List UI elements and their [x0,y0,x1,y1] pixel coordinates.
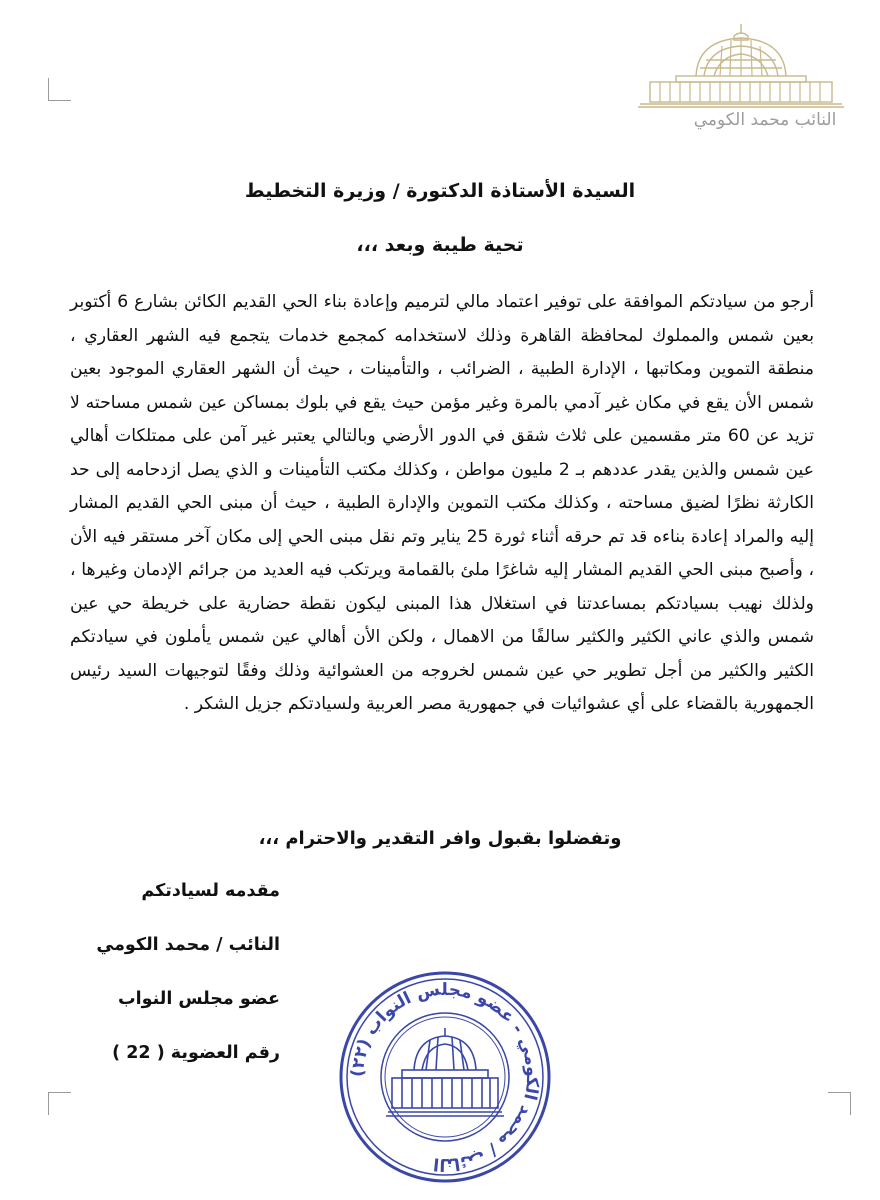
crop-mark-bottom-left [48,1092,71,1115]
header-signature: النائب محمد الكومي [693,110,837,130]
signature-line-presented: مقدمه لسيادتكم [141,881,280,901]
signature-line-title: عضو مجلس النواب [118,989,280,1009]
stamp-ring-text: النائب / محمد الكومي - عضو مجلس النواب (٢٢) [347,979,543,1175]
letter-closing: وتفضلوا بقبول وافر التقدير والاحترام ،،، [258,828,622,849]
letter-addressee: السيدة الأستاذة الدكتورة / وزيرة التخطيط [244,180,636,202]
letter-body: أرجو من سيادتكم الموافقة على توفير اعتماد مالي لترميم وإعادة بناء الحي القديم الكائن بشارع 6 أكتوبر بعين شمس والمملوك لمحافظة القاهرة وذلك لاستخدامه كمجمع خدمات يتجمع فيه الشهر العقاري ، منطقة التموين ومكاتبها ، الإدارة الطبية ، الضرائب ، والتأمينات ، حيث أن الشهر العقاري الموجود بعين شمس الأن يقع في مكان غير آدمي بالمرة وغير مؤمن حيث يقع في بلوك بمساكن عين شمس مساحته لا تزيد عن 60 متر مقسمين على ثلاث شقق في الدور الأرضي وبالتالي يعتبر غير آمن على ممتلكات أهالي عين شمس والذين يقدر عددهم بـ 2 مليون مواطن ، وكذلك مكتب التأمينات و الذي يصل ازدحامه إلى حد الكارثة نظرًا لضيق مساحته ، وكذلك مكتب التموين والإدارة الطبية ، حيث أن مبنى الحي القديم المشار إليه والمراد إعادة بناءه قد تم حرقه أثناء ثورة 25 يناير وتم نقل مبنى الحي إلى مكان آخر مستقر فيه الأن ، وأصبح مبنى الحي القديم المشار إليه شاغرًا ملئ بالقمامة ويرتكب فيه العديد من جرائم الإدمان وغيرها ، ولذلك نهيب بسيادتكم بمساعدتنا في استغلال هذا المبنى ليكون نقطة حضارية على خريطة حي عين شمس والذي عاني الكثير والكثير سالفًا من الاهمال ، ولكن الأن أهالي عين شمس يأملون في سيادتكم الكثير والكثير من أجل تطوير حي عين شمس لخروجه من العشوائية وذلك وفقًا لتوجيهات السيد رئيس الجمهورية بالقضاء على أي عشوائيات في جمهورية مصر العربية ولسيادتكم جزيل الشكر . [70,292,814,714]
signature-line-name: النائب / محمد الكومي [96,935,280,955]
official-stamp [334,966,556,1188]
signature-line-membership: رقم العضوية ( 22 ) [112,1043,280,1063]
crop-mark-bottom-right [828,1092,851,1115]
crop-mark-top-left [48,78,71,101]
parliament-dome-logo [636,22,846,108]
signature-block [60,876,280,1092]
letter-greeting: تحية طيبة وبعد ،،، [356,234,524,256]
